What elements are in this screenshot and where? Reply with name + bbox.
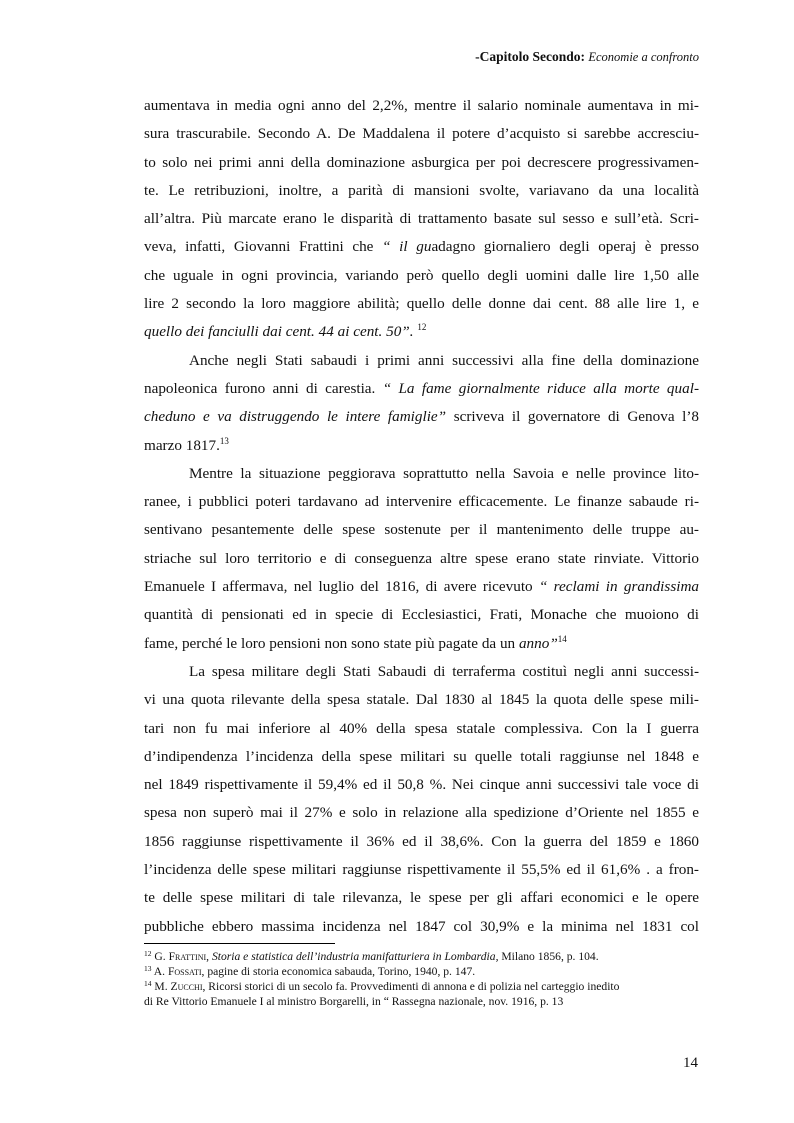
main-text [144, 92, 699, 941]
text-line: Emanuele I affermava, nel luglio del 1816, di avere ricevuto “ reclami in grandissima [144, 578, 700, 596]
text-line: all’altra. Più marcate erano le disparità di trattamento basate sul sesso e sull’età. Scri- [144, 210, 699, 228]
text-line: Mentre la situazione peggiorava soprattutto nella Savoia e nelle province lito- [189, 464, 699, 482]
text-line: Anche negli Stati sabaudi i primi anni successivi alla fine della dominazione [189, 351, 699, 369]
footnote-separator [144, 943, 335, 944]
footnote-ref: 12 [417, 322, 427, 333]
text-line: sura trascurabile. Secondo A. De Maddalena il potere d’acquisto si sarebbe accresciu- [144, 125, 699, 143]
footnote-13: $^{13}$ A. Fossati, pagine di storia economica sabauda, Torino, 1940, p. 147. [144, 964, 476, 978]
text-line: quantità di pensionati ed in specie di Ecclesiastici, Frati, Monache che muoiono di [144, 606, 699, 624]
text-line: vi una quota rilevante della spesa statale. Dal 1830 al 1845 la quota delle spese mili- [144, 691, 699, 709]
footnote-author: Zucchi [170, 980, 203, 993]
footnote-14: $^{14}$ M. Zucchi, Ricorsi storici di un secolo fa. Provvedimenti di annona e di polizia nel carteggio inedito [144, 979, 620, 993]
running-header [475, 49, 699, 65]
footnote-title: Storia e statistica dell’industria manifatturiera in Lombardia, [211, 950, 499, 963]
footnote-14-continued: di Re Vittorio Emanuele I al ministro Borgarelli, in “ Rassegna nazionale, nov. 1916, p. 13 [144, 995, 564, 1008]
footnote-number: 13 [144, 964, 152, 973]
text-line: La spesa militare degli Stati Sabaudi di terraferma costituì negli anni successi- [189, 662, 699, 680]
text-line: te. Le retribuzioni, inoltre, a parità di mansioni svolte, variavano da una località [144, 181, 699, 199]
text-line: lire 2 secondo la loro maggiore abilità; quello delle donne dai cent. 88 alle lire 1, e [144, 295, 699, 313]
text-line: veva, infatti, Giovanni Frattini che “ il guadagno giornaliero degli operaj è presso [144, 238, 699, 256]
footnote-ref: 13 [219, 435, 229, 446]
text-line: 1856 raggiunse rispettivamente il 36% ed il 38,6%. Con la guerra del 1859 e 1860 [144, 832, 699, 850]
text-line: to solo nei primi anni della dominazione asburgica per poi decrescere progressivamen- [144, 153, 699, 171]
footnote-author: Frattini [168, 950, 207, 963]
footnote-number: 14 [144, 979, 152, 988]
page-number: 14 [683, 1055, 698, 1071]
text-line: d’indipendenza l’incidenza della spese militari su quelle totali raggiunse nel 1848 e [144, 747, 699, 765]
footnote-author: Fossati [167, 965, 202, 978]
text-line: fame, perché le loro pensioni non sono state più pagate da un anno”$^{14}$ [144, 633, 567, 652]
footnote-12: $^{12}$ G. Frattini, Storia e statistica dell’industria manifatturiera in Lombardia, Milano 1856, p. 104. [144, 949, 599, 963]
text-line: marzo 1817.13 [144, 435, 229, 454]
text-line: tari non fu mai inferiore al 40% della spesa statale complessiva. Con la I guerra [144, 719, 699, 737]
text-line: nel 1849 rispettivamente il 59,4% ed il 50,8 %. Nei cinque anni successivi tale voce di [144, 776, 699, 794]
text-line: te delle spese militari di tale rilevanza, le spese per gli affari economici e le opere [144, 889, 699, 907]
text-line: quello dei fanciulli dai cent. 44 ai cent. 50”. $^{12}$ [144, 322, 427, 341]
text-line: spesa non superò mai il 27% e solo in relazione alla spedizione d’Oriente nel 1855 e [144, 804, 699, 822]
text-line: che uguale in ogni provincia, variando però quello degli uomini dalle lire 1,50 alle [144, 266, 699, 284]
footnote-ref: 14 [557, 633, 567, 644]
text-line: pubbliche ebbero massima incidenza nel 1847 col 30,9% e la minima nel 1831 col [144, 917, 699, 935]
text-line: cheduno e va distruggendo le intere famiglie” scriveva il governatore di Genova l’8 [144, 408, 700, 426]
chapter-subtitle: Economie a confronto [588, 50, 699, 64]
text-line: aumentava in media ogni anno del 2,2%, mentre il salario nominale aumentava in mi- [144, 97, 699, 114]
text-line: l’incidenza delle spese militari raggiunse rispettivamente il 55,5% ed il 61,6% . a fron- [144, 861, 699, 879]
text-line: sentivano pesantemente delle spese sostenute per il mantenimento delle truppe au- [144, 521, 699, 539]
text-line: ranee, i pubblici poteri tardavano ad intervenire efficacemente. Le finanze sabaude ri- [144, 493, 699, 511]
text-line: striache sul loro territorio e di conseguenza altre spese erano state rinviate. Vittorio [144, 549, 699, 567]
footnote-number: 12 [144, 949, 152, 958]
text-line: napoleonica furono anni di carestia. “ La fame giornalmente riduce alla morte qual- [144, 379, 699, 397]
chapter-label: -Capitolo Secondo: [475, 49, 585, 64]
